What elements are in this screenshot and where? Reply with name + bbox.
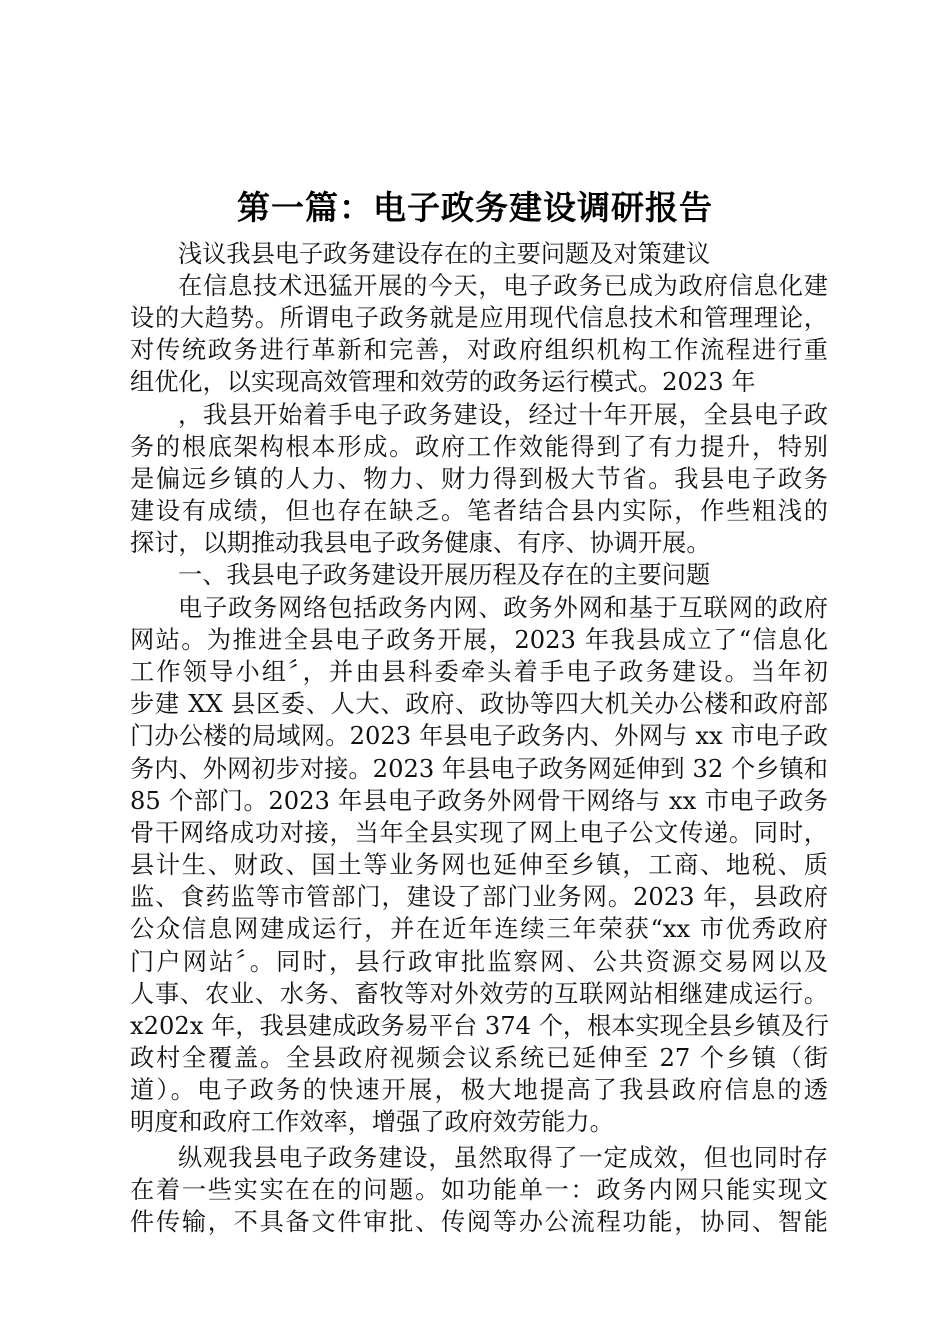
paragraph-line: ，我县开始着手电子政务建设，经过十年开展，全县电子政 <box>178 401 828 429</box>
paragraph-line: 件传输，不具备文件审批、传阅等办公流程功能，协同、智能 <box>130 1208 828 1236</box>
paragraph-line: x202x 年，我县建成政务易平台 374 个，根本实现全县乡镇及行 <box>130 1012 829 1040</box>
paragraph-line: 公众信息网建成运行，并在近年连续三年荣获“xx 市优秀政府 <box>130 915 828 943</box>
paragraph-line: 在信息技术迅猛开展的今天，电子政务已成为政府信息化建 <box>178 272 828 300</box>
paragraph-line: 人事、农业、水务、畜牧等对外效劳的互联网站相继建成运行。 <box>130 980 828 1008</box>
paragraph-line: 道）。电子政务的快速开展，极大地提高了我县政府信息的透 <box>130 1076 828 1104</box>
paragraph-line: 监、食药监等市管部门，建设了部门业务网。2023 年，县政府 <box>130 883 828 911</box>
paragraph-line: 务内、外网初步对接。2023 年县电子政务网延伸到 32 个乡镇和 <box>130 755 828 783</box>
paragraph-line: 门办公楼的局域网。2023 年县电子政务内、外网与 xx 市电子政 <box>130 722 828 750</box>
section-heading: 一、我县电子政务建设开展历程及存在的主要问题 <box>178 561 711 589</box>
subtitle-line: 浅议我县电子政务建设存在的主要问题及对策建议 <box>178 240 711 268</box>
paragraph-line: 步建 XX 县区委、人大、政府、政协等四大机关办公楼和政府部 <box>130 690 828 718</box>
paragraph-line: 对传统政务进行革新和完善，对政府组织机构工作流程进行重 <box>130 336 828 364</box>
paragraph-line: 门户网站〞。同时，县行政审批监察网、公共资源交易网以及 <box>130 948 828 976</box>
paragraph-line: 建设有成绩，但也存在缺乏。笔者结合县内实际，作些粗浅的 <box>130 497 828 525</box>
paragraph-line: 组优化，以实现高效管理和效劳的政务运行模式。2023 年 <box>130 368 756 396</box>
paragraph-line: 在着一些实实在在的问题。如功能单一：政务内网只能实现文 <box>130 1176 828 1204</box>
paragraph-line: 是偏远乡镇的人力、物力、财力得到极大节省。我县电子政务 <box>130 465 828 493</box>
paragraph-line: 务的根底架构根本形成。政府工作效能得到了有力提升，特别 <box>130 433 828 461</box>
paragraph-line: 网站。为推进全县电子政务开展，2023 年我县成立了“信息化 <box>130 626 828 654</box>
paragraph-line: 县计生、财政、国土等业务网也延伸至乡镇，工商、地税、质 <box>130 851 828 879</box>
paragraph-line: 政村全覆盖。全县政府视频会议系统已延伸至 27 个乡镇（街 <box>130 1044 828 1072</box>
paragraph-line: 设的大趋势。所谓电子政务就是应用现代信息技术和管理理论， <box>130 304 828 332</box>
paragraph-line: 骨干网络成功对接，当年全县实现了网上电子公文传递。同时， <box>130 819 828 847</box>
paragraph-line: 85 个部门。2023 年县电子政务外网骨干网络与 xx 市电子政务 <box>130 787 828 815</box>
paragraph-line: 电子政务网络包括政务内网、政务外网和基于互联网的政府 <box>178 594 828 622</box>
paragraph-line: 探讨，以期推动我县电子政务健康、有序、协调开展。 <box>130 529 711 557</box>
document-title: 第一篇：电子政务建设调研报告 <box>237 188 713 227</box>
paragraph-line: 工作领导小组〞，并由县科委牵头着手电子政务建设。当年初 <box>130 658 828 686</box>
paragraph-line: 明度和政府工作效率，增强了政府效劳能力。 <box>130 1108 614 1136</box>
paragraph-line: 纵观我县电子政务建设，虽然取得了一定成效，但也同时存 <box>178 1144 828 1172</box>
